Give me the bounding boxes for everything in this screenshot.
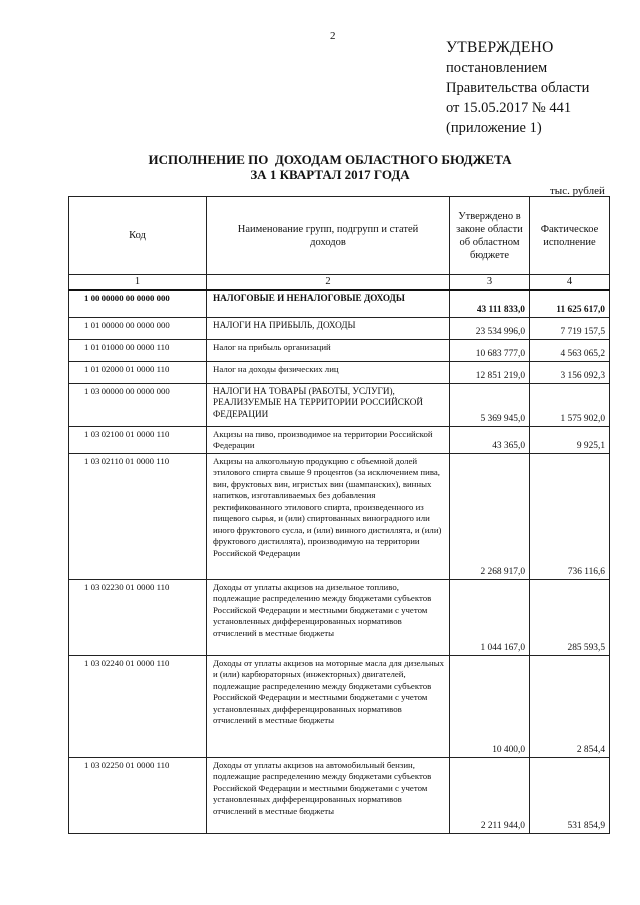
row-name: Доходы от уплаты акцизов на дизельное топливо, подлежащие распределению между бюджетами субъектов Российской Федерации и местными бюджетами с учетом установленных дифференцированных нормативов отчислений в местные бюджеты — [207, 579, 450, 655]
row-code: 1 03 00000 00 0000 000 — [69, 383, 207, 426]
row-actual: 285 593,5 — [530, 579, 610, 655]
table-row — [69, 757, 610, 833]
row-name: Акцизы на пиво, производимое на территории Российской Федерации — [207, 426, 450, 453]
column-number-1: 1 — [69, 275, 207, 291]
table-row — [69, 655, 610, 757]
document-title — [60, 152, 600, 182]
table-row — [69, 339, 610, 361]
row-code: 1 03 02110 01 0000 110 — [69, 453, 207, 579]
row-actual: 9 925,1 — [530, 426, 610, 453]
table-row — [69, 361, 610, 383]
row-approved: 1 044 167,0 — [450, 579, 530, 655]
title-line-1: ИСПОЛНЕНИЕ ПО ДОХОДАМ ОБЛАСТНОГО БЮДЖЕТА — [148, 152, 512, 167]
row-name: НАЛОГИ НА ТОВАРЫ (РАБОТЫ, УСЛУГИ), РЕАЛИЗУЕМЫЕ НА ТЕРРИТОРИИ РОССИЙСКОЙ ФЕДЕРАЦИИ — [207, 383, 450, 426]
row-approved: 10 400,0 — [450, 655, 530, 757]
row-code: 1 03 02250 01 0000 110 — [69, 757, 207, 833]
table-row — [69, 579, 610, 655]
approval-line-3: Правительства области — [446, 80, 590, 96]
row-actual: 4 563 065,2 — [530, 339, 610, 361]
column-number-3: 3 — [450, 275, 530, 291]
header-actual: Фактическое исполнение — [530, 197, 610, 275]
row-name: Доходы от уплаты акцизов на автомобильный бензин, подлежащие распределению между бюджетами субъектов Российской Федерации и местными бюджетами с учетом установленных дифференцированных нормативов отчислений в местные бюджеты — [207, 757, 450, 833]
table-row — [69, 426, 610, 453]
table-row — [69, 383, 610, 426]
row-approved: 5 369 945,0 — [450, 383, 530, 426]
approval-line-1: УТВЕРЖДЕНО — [446, 39, 554, 56]
row-code: 1 01 01000 00 0000 110 — [69, 339, 207, 361]
header-name: Наименование групп, подгрупп и статей доходов — [207, 197, 450, 275]
approval-line-4: от 15.05.2017 № 441 — [446, 100, 572, 116]
row-code: 1 00 00000 00 0000 000 — [69, 290, 207, 317]
row-name: Налог на прибыль организаций — [207, 339, 450, 361]
row-actual: 736 116,6 — [530, 453, 610, 579]
row-actual: 2 854,4 — [530, 655, 610, 757]
row-code: 1 01 00000 00 0000 000 — [69, 317, 207, 339]
row-code: 1 03 02240 01 0000 110 — [69, 655, 207, 757]
column-number-4: 4 — [530, 275, 610, 291]
row-code: 1 03 02230 01 0000 110 — [69, 579, 207, 655]
approval-line-2: постановлением — [446, 60, 548, 76]
table-row — [69, 317, 610, 339]
row-approved: 10 683 777,0 — [450, 339, 530, 361]
row-name: НАЛОГИ НА ПРИБЫЛЬ, ДОХОДЫ — [207, 317, 450, 339]
row-approved: 43 111 833,0 — [450, 290, 530, 317]
row-name: НАЛОГОВЫЕ И НЕНАЛОГОВЫЕ ДОХОДЫ — [207, 290, 450, 317]
row-approved: 2 268 917,0 — [450, 453, 530, 579]
header-approved: Утверждено в законе области об областном бюджете — [450, 197, 530, 275]
header-code: Код — [69, 197, 207, 275]
approval-line-5: (приложение 1) — [446, 120, 542, 136]
row-approved: 2 211 944,0 — [450, 757, 530, 833]
table-row — [69, 290, 610, 317]
row-actual: 11 625 617,0 — [530, 290, 610, 317]
row-code: 1 03 02100 01 0000 110 — [69, 426, 207, 453]
row-approved: 43 365,0 — [450, 426, 530, 453]
page-number: 2 — [330, 30, 336, 42]
row-actual: 3 156 092,3 — [530, 361, 610, 383]
approval-stamp — [446, 38, 589, 138]
units-label: тыс. рублей — [550, 185, 605, 197]
row-name: Акцизы на алкогольную продукцию с объемной долей этилового спирта свыше 9 процентов (за исключением пива, вин, фруктовых вин, игристых вин (шампанских), винных напитков, изготавливаемых без добавления ректификованного этилового спирта, произведенного из пищевого сырья, и (или) спиртованных виноградного или иного фруктового сусла, и (или) винного дистиллята, и (или) фруктового дистиллята), производимую на территории Российской Федерации — [207, 453, 450, 579]
row-name: Доходы от уплаты акцизов на моторные масла для дизельных и (или) карбюраторных (инжекторных) двигателей, подлежащие распределению между бюджетами субъектов Российской Федерации и местными бюджетами с учетом установленных дифференцированных нормативов отчислений в местные бюджеты — [207, 655, 450, 757]
revenue-table — [68, 196, 610, 834]
row-approved: 12 851 219,0 — [450, 361, 530, 383]
table-row — [69, 453, 610, 579]
row-actual: 531 854,9 — [530, 757, 610, 833]
row-actual: 7 719 157,5 — [530, 317, 610, 339]
row-approved: 23 534 996,0 — [450, 317, 530, 339]
row-code: 1 01 02000 01 0000 110 — [69, 361, 207, 383]
title-line-2: ЗА 1 КВАРТАЛ 2017 ГОДА — [250, 167, 410, 182]
column-number-2: 2 — [207, 275, 450, 291]
row-name: Налог на доходы физических лиц — [207, 361, 450, 383]
row-actual: 1 575 902,0 — [530, 383, 610, 426]
